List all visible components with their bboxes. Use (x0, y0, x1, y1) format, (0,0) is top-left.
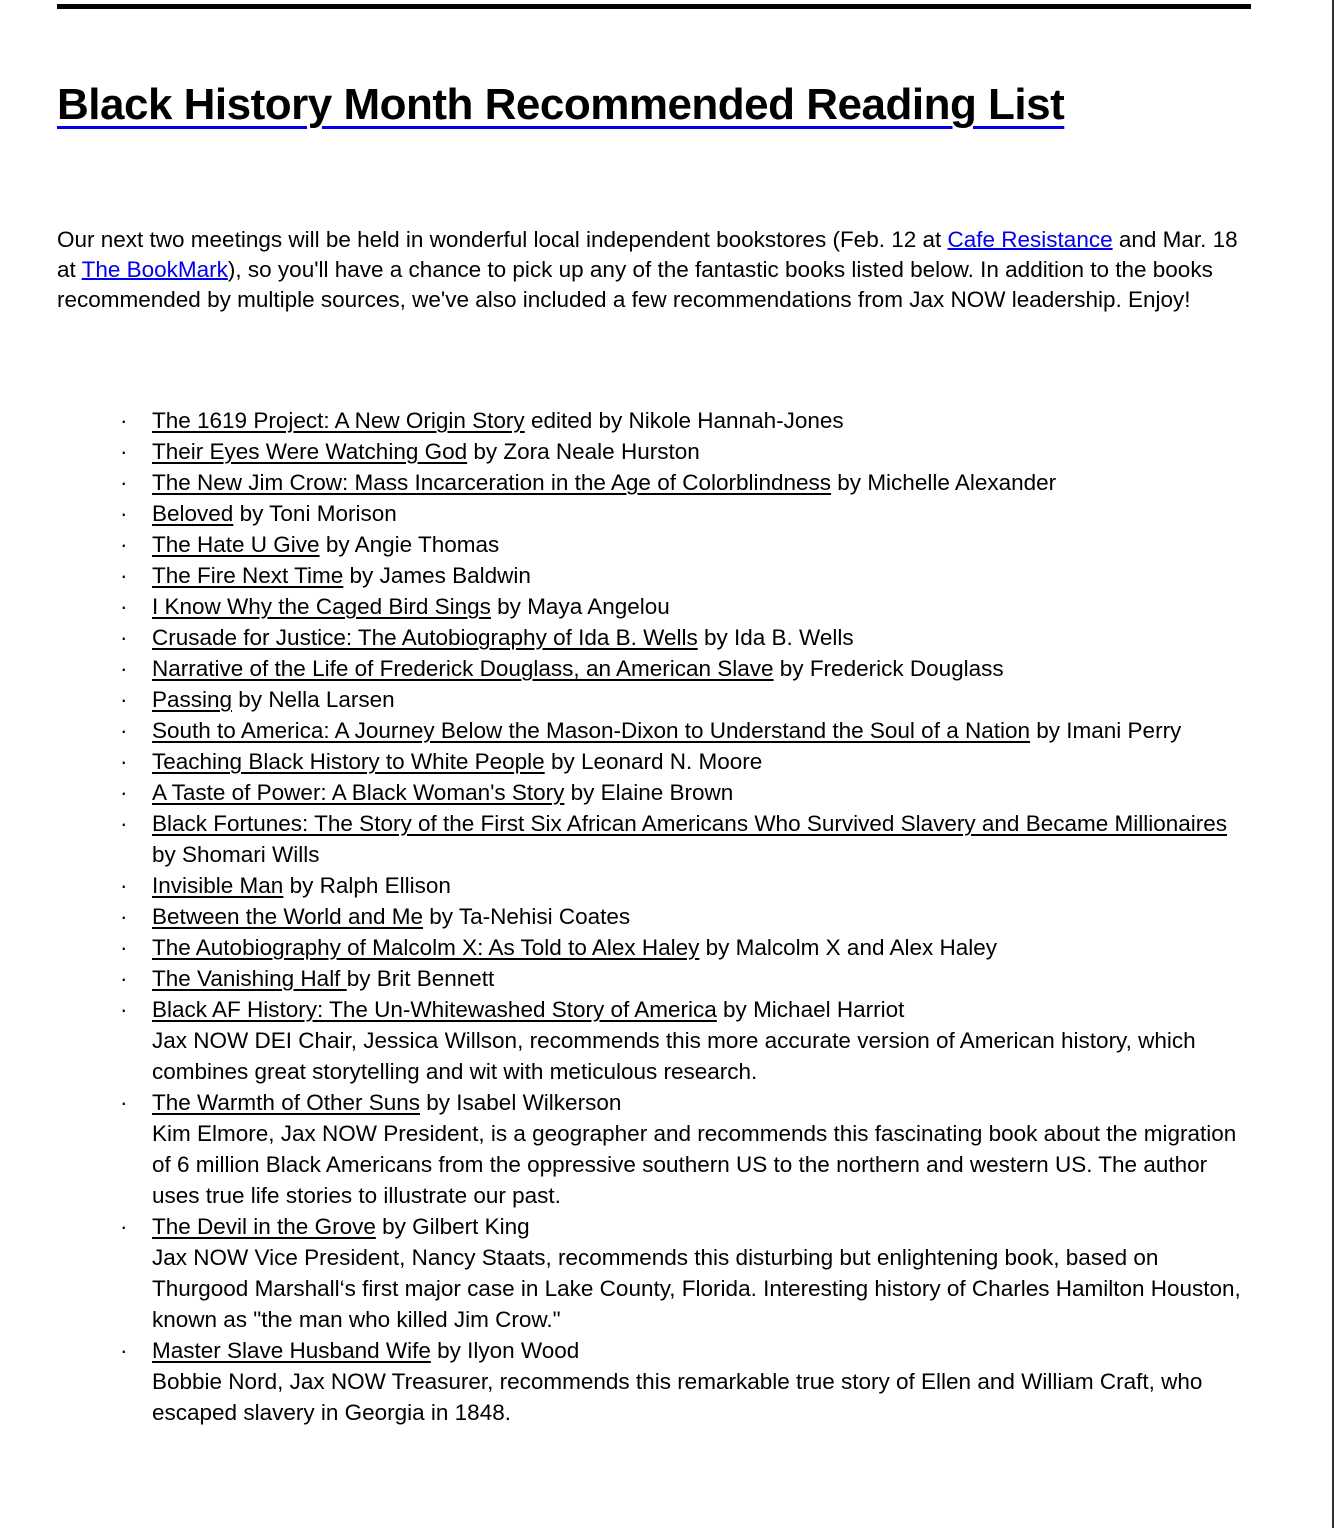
book-author: by Michelle Alexander (831, 470, 1057, 495)
bullet-icon: · (120, 439, 128, 464)
book-title: Beloved (152, 501, 234, 526)
bullet-icon: · (120, 1214, 128, 1239)
book-author: by Maya Angelou (490, 594, 670, 619)
book-list-item (57, 746, 1247, 777)
book-list-item (57, 591, 1247, 622)
book-title: The Devil in the Grove (152, 1214, 376, 1239)
book-list-item (57, 1335, 1247, 1428)
book-title: South to America: A Journey Below the Mason-Dixon to Understand the Soul of a Nation (152, 718, 1031, 743)
book-title: Teaching Black History to White People (152, 749, 545, 774)
book-list (57, 405, 1247, 1428)
book-title: The Autobiography of Malcolm X: As Told to Alex Haley (152, 935, 700, 960)
the-bookmark-link[interactable]: The BookMark (81, 257, 228, 282)
book-author: by Malcolm X and Alex Haley (699, 935, 998, 960)
book-title: Narrative of the Life of Frederick Douglass, an American Slave (152, 656, 774, 681)
book-title: Their Eyes Were Watching God (152, 439, 468, 464)
book-title: The New Jim Crow: Mass Incarceration in the Age of Colorblindness (152, 470, 832, 495)
book-author: by Ilyon Wood (430, 1338, 580, 1363)
book-list-item (57, 467, 1247, 498)
book-author: by Zora Neale Hurston (467, 439, 700, 464)
book-author: by Isabel Wilkerson (420, 1090, 622, 1115)
book-title: Black Fortunes: The Story of the First Six African Americans Who Survived Slavery and Became Millionaires (152, 811, 1228, 836)
book-title: A Taste of Power: A Black Woman's Story (152, 780, 565, 805)
book-note: Jax NOW Vice President, Nancy Staats, recommends this disturbing but enlightening book, based on Thurgood Marshall‘s first major case in Lake County, Florida. Interesting history of Charles Hamilton Houston, known as "the man who killed Jim Crow." (152, 1245, 1241, 1332)
book-author: by Gilbert King (375, 1214, 530, 1239)
intro-text-3: ), so you'll have a chance to pick up any of the fantastic books listed below. In addition to the books recommended by multiple sources, we've also included a few recommendations from Jax NOW leadership. Enjoy! (57, 257, 1213, 312)
intro-text-1: Our next two meetings will be held in wonderful local independent bookstores (Feb. 12 at (57, 227, 948, 252)
book-title: I Know Why the Caged Bird Sings (152, 594, 491, 619)
bullet-icon: · (120, 718, 128, 743)
bullet-icon: · (120, 935, 128, 960)
book-author: by Michael Harriot (716, 997, 905, 1022)
bullet-icon: · (120, 1338, 128, 1363)
book-list-item (57, 498, 1247, 529)
bullet-icon: · (120, 532, 128, 557)
book-author: by Elaine Brown (564, 780, 734, 805)
book-author: by Toni Morison (233, 501, 397, 526)
book-author: by Leonard N. Moore (544, 749, 763, 774)
book-list-item (57, 622, 1247, 653)
bullet-icon: · (120, 780, 128, 805)
book-author: by Ralph Ellison (283, 873, 451, 898)
intro-text-2: and Mar. 18 at (57, 227, 1238, 282)
bullet-icon: · (120, 501, 128, 526)
bullet-icon: · (120, 625, 128, 650)
book-note: Kim Elmore, Jax NOW President, is a geographer and recommends this fascinating book about the migration of 6 million Black Americans from the oppressive southern US to the northern and western US. The author uses true life stories to illustrate our past. (152, 1121, 1237, 1208)
book-list-item (57, 901, 1247, 932)
book-list-item (57, 1211, 1247, 1335)
bullet-icon: · (120, 408, 128, 433)
book-list-item (57, 994, 1247, 1087)
book-title: Master Slave Husband Wife (152, 1338, 431, 1363)
book-author: by Ta-Nehisi Coates (423, 904, 631, 929)
book-author: by Nella Larsen (232, 687, 395, 712)
book-author: by Shomari Wills (152, 842, 320, 867)
book-list-item (57, 963, 1247, 994)
book-list-item (57, 870, 1247, 901)
cafe-resistance-link[interactable]: Cafe Resistance (947, 227, 1113, 252)
page-title: Black History Month Recommended Reading List (57, 80, 1065, 129)
document-body (57, 0, 1247, 1428)
book-author: by Brit Bennett (346, 966, 495, 991)
book-title: Invisible Man (152, 873, 284, 898)
book-author: by James Baldwin (343, 563, 531, 588)
book-list-item (57, 653, 1247, 684)
book-title: The 1619 Project: A New Origin Story (152, 408, 525, 433)
book-author: edited by Nikole Hannah-Jones (524, 408, 844, 433)
bullet-icon: · (120, 1090, 128, 1115)
bullet-icon: · (120, 873, 128, 898)
book-list-item (57, 715, 1247, 746)
book-note: Bobbie Nord, Jax NOW Treasurer, recommends this remarkable true story of Ellen and William Craft, who escaped slavery in Georgia in 1848. (152, 1369, 1203, 1425)
book-list-item (57, 932, 1247, 963)
bullet-icon: · (120, 749, 128, 774)
bullet-icon: · (120, 904, 128, 929)
book-title: The Warmth of Other Suns (152, 1090, 421, 1115)
book-list-item (57, 1087, 1247, 1211)
bullet-icon: · (120, 997, 128, 1022)
book-title: Passing (152, 687, 233, 712)
book-title: The Fire Next Time (152, 563, 344, 588)
book-title: The Hate U Give (152, 532, 320, 557)
bullet-icon: · (120, 594, 128, 619)
bullet-icon: · (120, 656, 128, 681)
bullet-icon: · (120, 811, 128, 836)
book-list-item (57, 436, 1247, 467)
book-author: by Frederick Douglass (773, 656, 1004, 681)
book-title: Black AF History: The Un-Whitewashed Story of America (152, 997, 717, 1022)
bullet-icon: · (120, 470, 128, 495)
book-author: by Ida B. Wells (697, 625, 854, 650)
intro-paragraph (57, 225, 1247, 315)
bullet-icon: · (120, 966, 128, 991)
book-list-item (57, 560, 1247, 591)
book-list-item (57, 405, 1247, 436)
book-author: by Angie Thomas (319, 532, 500, 557)
book-list-item (57, 684, 1247, 715)
bullet-icon: · (120, 563, 128, 588)
book-title: Crusade for Justice: The Autobiography of Ida B. Wells (152, 625, 698, 650)
book-title: The Vanishing Half (152, 966, 347, 991)
book-list-item (57, 808, 1247, 870)
book-title: Between the World and Me (152, 904, 423, 929)
book-list-item (57, 529, 1247, 560)
book-list-item (57, 777, 1247, 808)
book-author: by Imani Perry (1030, 718, 1182, 743)
book-note: Jax NOW DEI Chair, Jessica Willson, recommends this more accurate version of American history, which combines great storytelling and wit with meticulous research. (152, 1028, 1196, 1084)
bullet-icon: · (120, 687, 128, 712)
